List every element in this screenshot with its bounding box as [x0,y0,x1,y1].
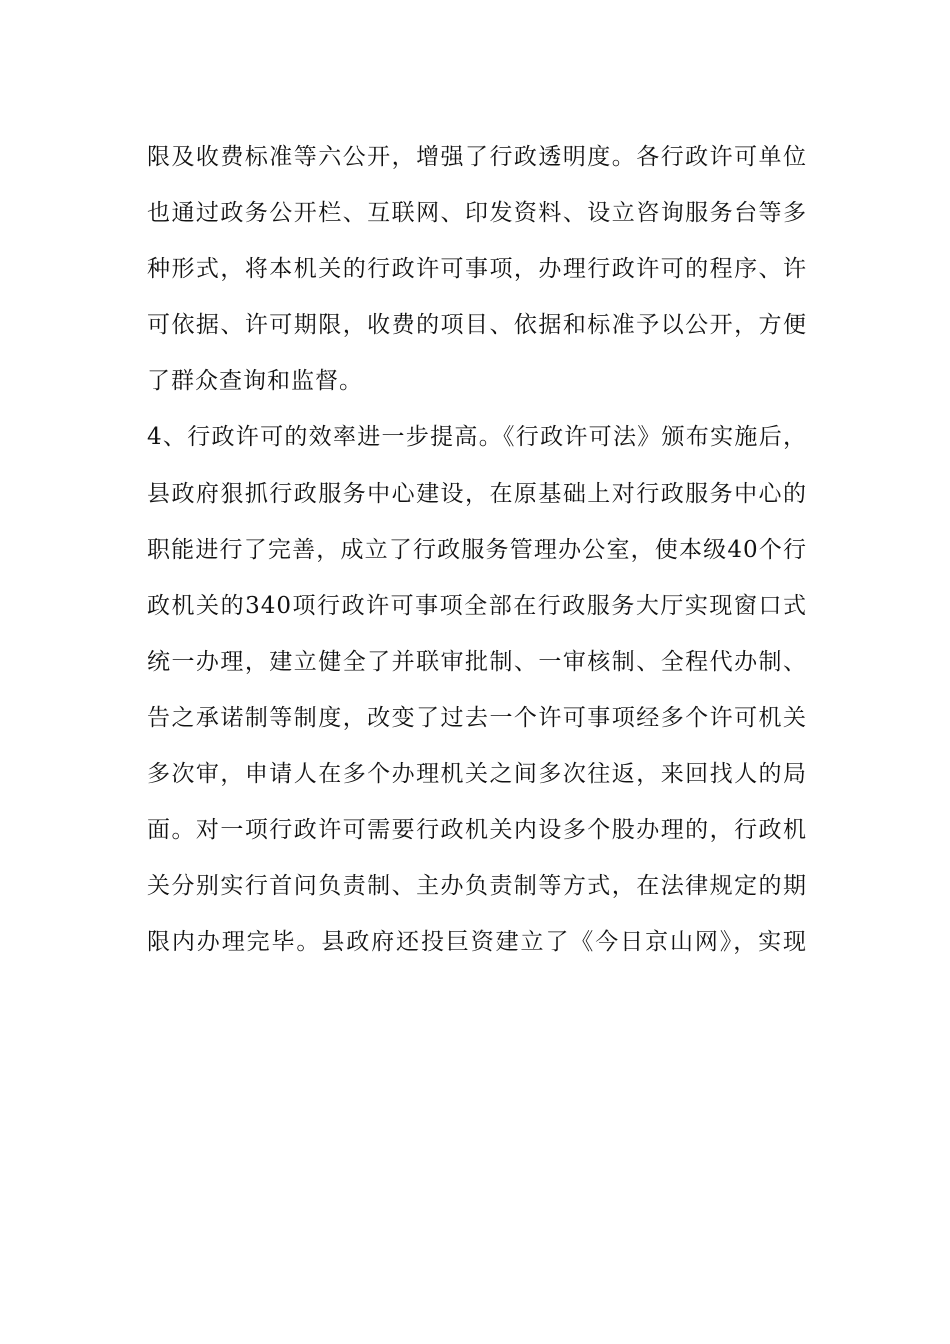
text-line: 职能进行了完善，成立了行政服务管理办公室，使本级40个行 [147,536,807,563]
text-line: 面。对一项行政许可需要行政机关内设多个股办理的，行政机 [147,817,807,844]
text-line: 可依据、许可期限，收费的项目、依据和标准予以公开，方便 [147,312,807,339]
section-heading-line: 4、行政许可的效率进一步提高。《行政许可法》颁布实施后， [147,424,807,451]
text-line: 县政府狠抓行政服务中心建设，在原基础上对行政服务中心的 [147,480,807,507]
body-text [147,129,807,970]
text-line: 限及收费标准等六公开，增强了行政透明度。各行政许可单位 [147,144,807,170]
text-line: 多次审，申请人在多个办理机关之间多次往返，来回找人的局 [147,761,807,788]
text-line: 告之承诺制等制度，改变了过去一个许可事项经多个许可机关 [147,704,807,731]
text-line: 种形式，将本机关的行政许可事项，办理行政许可的程序、许 [147,256,807,283]
text-line: 统一办理，建立健全了并联审批制、一审核制、全程代办制、 [147,648,807,675]
text-line: 也通过政务公开栏、互联网、印发资料、设立咨询服务台等多 [147,200,807,227]
text-line: 关分别实行首问负责制、主办负责制等方式，在法律规定的期 [147,873,807,900]
text-line: 政机关的340项行政许可事项全部在行政服务大厅实现窗口式 [147,592,807,619]
text-line: 限内办理完毕。县政府还投巨资建立了《今日京山网》，实现 [147,929,807,956]
paragraph-end-line: 了群众查询和监督。 [147,368,363,395]
